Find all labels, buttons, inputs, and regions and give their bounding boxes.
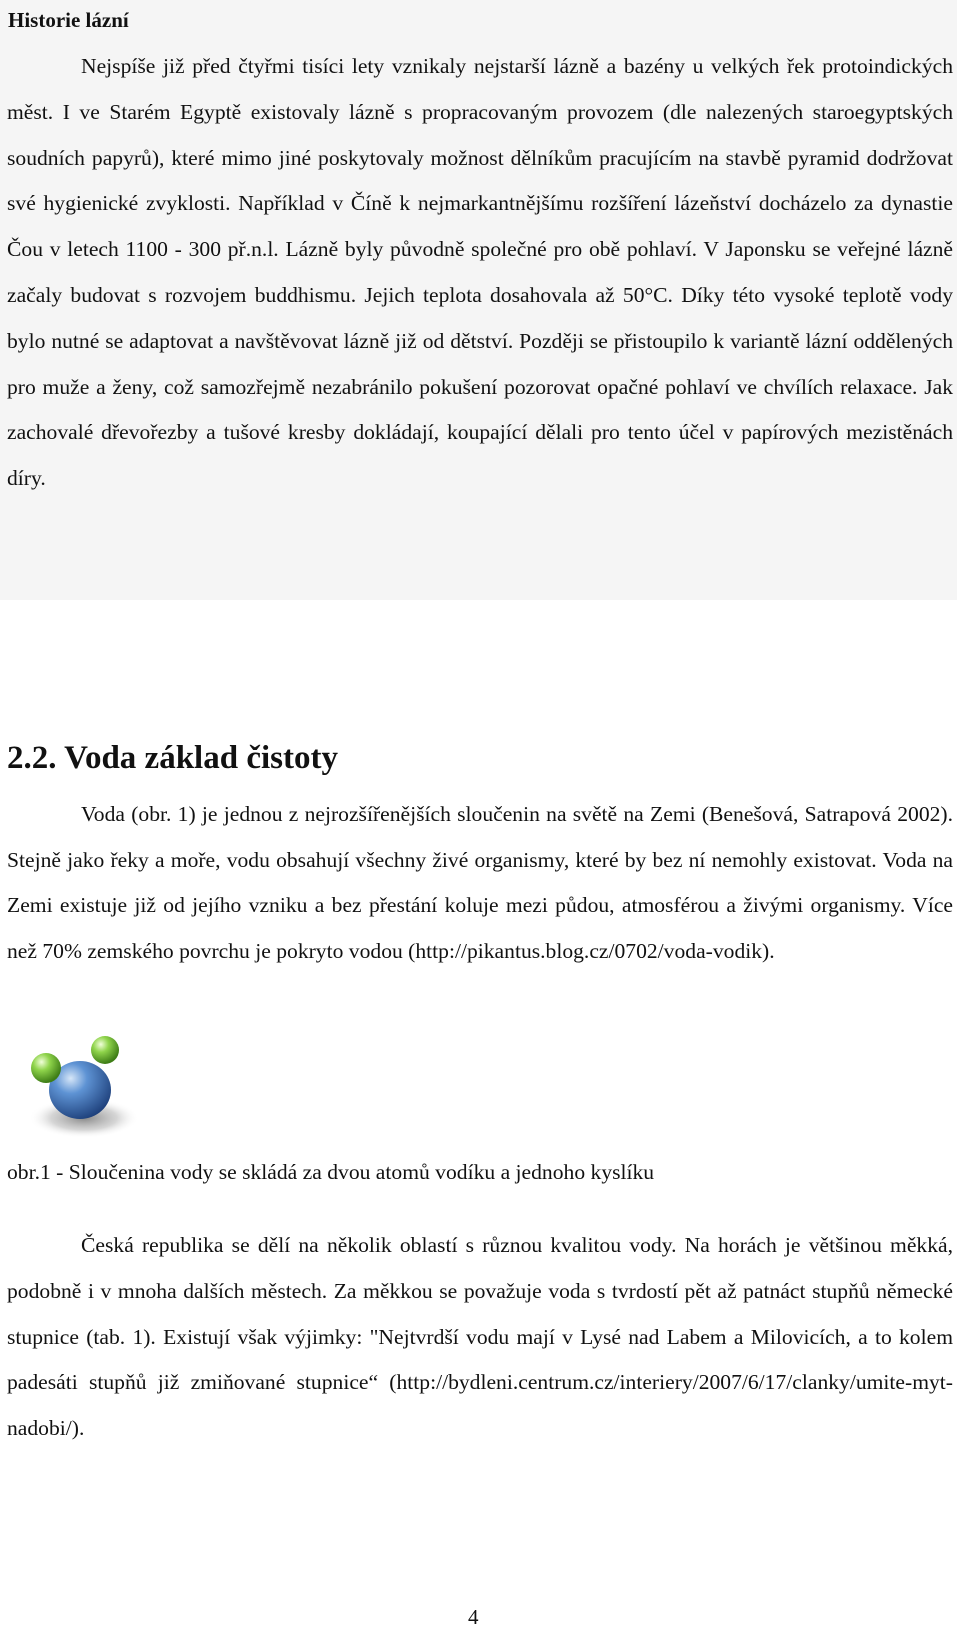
history-box [0, 0, 957, 600]
section-heading-history: Historie lázní [8, 8, 129, 32]
history-paragraph: Nejspíše již před čtyřmi tisíci lety vznikaly nejstarší lázně a bazény u velkých řek protoindických měst. I ve Starém Egyptě existovaly lázně s propracovaným provozem (dle nalezených staroegyptských soudních papyrů), které mimo jiné poskytovaly možnost dělníkům pracujícím na stavbě pyramid dodržovat své hygienické zvyklosti. Například v Číně k nejmarkantnějšímu rozšíření lázeňství docházelo za dynastie Čou v letech 1100 - 300 př.n.l. Lázně byly původně společné pro obě pohlaví. V Japonsku se veřejné lázně začaly budovat s rozvojem buddhismu. Jejich teplota dosahovala až 50°C. Díky této vysoké teplotě vody bylo nutné se adaptovat a navštěvovat lázně již od dětství. Později se přistoupilo k variantě lázní oddělených pro muže a ženy, což samozřejmě nezabránilo pokušení pozorovat opačné pohlaví ve chvílích relaxace. Jak zachovalé dřevořezby a tušové kresby dokládají, koupající dělali pro tento účel v papírových mezistěnách díry. [7, 54, 953, 491]
section-heading-water: 2.2. Voda základ čistoty [7, 740, 338, 776]
water-molecule-icon [22, 1030, 142, 1140]
figure-caption: obr.1 - Sloučenina vody se skládá za dvou atomů vodíku a jednoho kyslíku [7, 1160, 655, 1184]
hydrogen-atom-right [91, 1036, 119, 1064]
water-paragraph-2: Česká republika se dělí na několik oblastí s různou kvalitou vody. Na horách je většinou měkká, podobně i v mnoha dalších městech. Za měkkou se považuje voda s tvrdostí pět až patnáct stupňů německé stupnice (tab. 1). Existují však výjimky: "Nejtvrdší vodu mají v Lysé nad Labem a Milovicích, a to kolem padesáti stupňů již zmiňované stupnice“ (http://bydleni.centrum.cz/interiery/2007/6/17/clanky/umite-myt-nadobi/). [7, 1233, 953, 1441]
hydrogen-atom-left [31, 1053, 61, 1083]
water-paragraph-1: Voda (obr. 1) je jednou z nejrozšířenějších sloučenin na světě na Zemi (Benešová, Satrapová 2002). Stejně jako řeky a moře, vodu obsahují všechny živé organismy, které by bez ní nemohly existovat. Voda na Zemi existuje již od jejího vzniku a bez přestání koluje mezi půdou, atmosférou a živými organismy. Více než 70% zemského povrchu je pokryto vodou (http://pikantus.blog.cz/0702/voda-vodik). [7, 802, 953, 963]
page-number: 4 [468, 1605, 479, 1629]
